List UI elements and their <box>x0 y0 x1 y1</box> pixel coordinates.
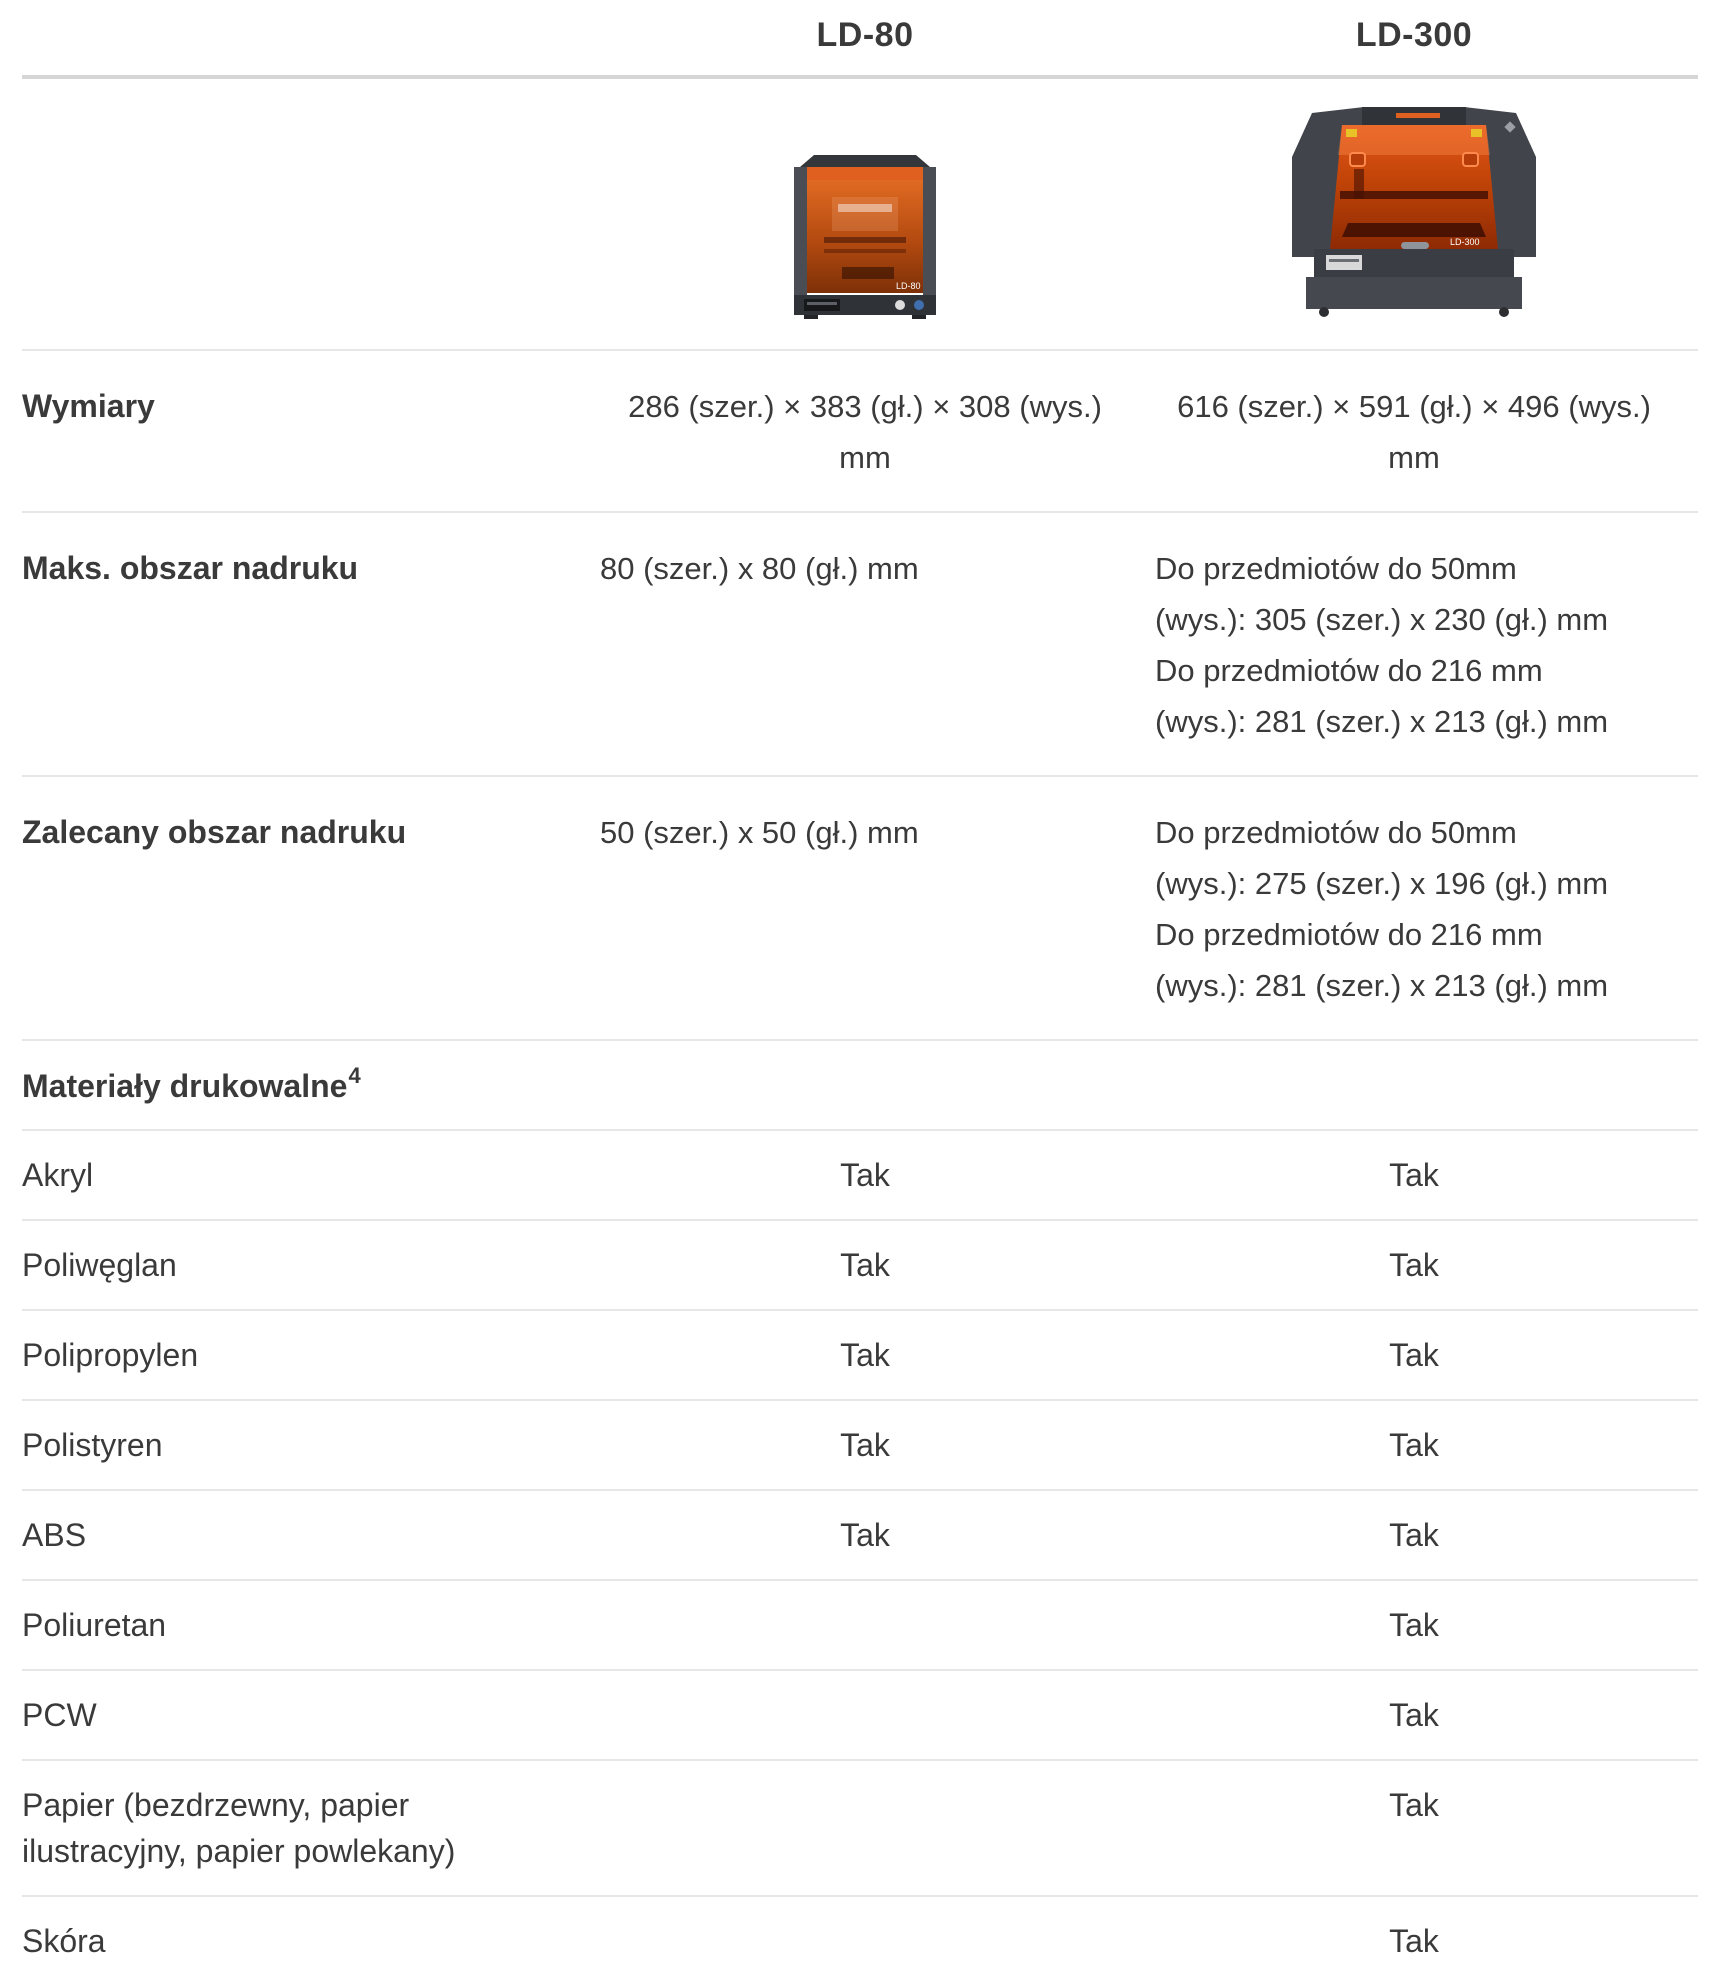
cell-lines <box>600 807 1130 858</box>
spec-cell-ld-300 <box>1130 1602 1698 1648</box>
column-header-ld300: LD-300 <box>1355 16 1473 54</box>
row-polipropylen <box>22 1309 1698 1399</box>
row-label: Materiały drukowalne$^4$ <box>22 1063 361 1104</box>
spec-line: Tak <box>840 1517 890 1553</box>
cell-lines <box>1130 1512 1698 1558</box>
spec-line: mm <box>839 440 891 475</box>
spec-cell-ld-300 <box>1130 1332 1698 1378</box>
footnote-marker: 4 <box>348 1063 361 1089</box>
spec-cell-ld-300 <box>1130 807 1698 1011</box>
row-sk-ra <box>22 1895 1698 1985</box>
spec-cell-ld-80 <box>600 1692 1130 1738</box>
cell-lines <box>1130 381 1698 483</box>
spec-line: Tak <box>1389 1337 1439 1373</box>
spec-line: Tak <box>840 1427 890 1463</box>
spec-line: Tak <box>1389 1157 1439 1193</box>
product-image-row <box>22 79 1698 349</box>
spec-cell-ld-300 <box>1130 1152 1698 1198</box>
row-label: Skóra <box>22 1923 106 1959</box>
spec-line: Do przedmiotów do 216 mm <box>1155 917 1543 952</box>
spec-line: Tak <box>1389 1517 1439 1553</box>
cell-lines <box>1130 1422 1698 1468</box>
row-label: Poliwęglan <box>22 1247 177 1283</box>
spec-cell-ld-300 <box>1130 1422 1698 1468</box>
spec-cell-ld-80 <box>600 1242 1130 1288</box>
spec-cell-ld-300 <box>1130 1242 1698 1288</box>
spec-line: 616 (szer.) × 591 (gł.) × 496 (wys.) <box>1177 389 1651 424</box>
spec-line: Do przedmiotów do 216 mm <box>1155 653 1543 688</box>
spec-cell-ld-80 <box>600 1422 1130 1468</box>
spec-cell-ld-80 <box>600 543 1130 747</box>
spec-cell-ld-80 <box>600 1332 1130 1378</box>
spec-line: Tak <box>1389 1923 1439 1959</box>
spec-cell-ld-80 <box>600 1512 1130 1558</box>
spec-line: Tak <box>1389 1427 1439 1463</box>
cell-lines <box>1130 1692 1698 1738</box>
row-abs <box>22 1489 1698 1579</box>
image-spacer <box>22 97 600 319</box>
row-maks-obszar-nadruku <box>22 511 1698 775</box>
row-label: ABS <box>22 1517 87 1553</box>
spec-cell-ld-80 <box>600 1152 1130 1198</box>
cell-lines <box>600 1152 1130 1198</box>
spec-line: 80 (szer.) x 80 (gł.) mm <box>600 551 919 586</box>
spec-line: Tak <box>840 1157 890 1193</box>
spec-cell-ld-300 <box>1130 1918 1698 1964</box>
cell-lines <box>1130 1242 1698 1288</box>
svg-text:LD-300: LD-300 <box>1450 237 1480 247</box>
spec-cell-ld-300 <box>1130 543 1698 747</box>
spec-cell-ld-80 <box>600 381 1130 483</box>
cell-lines <box>1130 1918 1698 1964</box>
cell-lines <box>600 1332 1130 1378</box>
spec-line: Tak <box>840 1337 890 1373</box>
ld80-product-image <box>780 149 950 319</box>
row-akryl <box>22 1129 1698 1219</box>
column-header-ld80: LD-80 <box>816 16 914 54</box>
row-label: Polistyren <box>22 1427 163 1463</box>
cell-lines <box>1130 1332 1698 1378</box>
table-header-row <box>22 0 1698 79</box>
spec-line: (wys.): 275 (szer.) x 196 (gł.) mm <box>1155 866 1609 901</box>
cell-lines <box>1130 1152 1698 1198</box>
row-wymiary <box>22 349 1698 511</box>
spec-line: Tak <box>1389 1607 1439 1643</box>
row-label: Zalecany obszar nadruku <box>22 814 407 850</box>
row-zalecany-obszar-nadruku <box>22 775 1698 1039</box>
cell-lines <box>600 543 1130 594</box>
spec-line: (wys.): 305 (szer.) x 230 (gł.) mm <box>1155 602 1609 637</box>
spec-line: (wys.): 281 (szer.) x 213 (gł.) mm <box>1155 704 1609 739</box>
spec-cell-ld-80 <box>600 807 1130 1011</box>
row-label: Wymiary <box>22 388 155 424</box>
spec-line: Do przedmiotów do 50mm <box>1155 815 1517 850</box>
spec-cell-ld-300 <box>1130 1782 1698 1874</box>
spec-line: 286 (szer.) × 383 (gł.) × 308 (wys.) <box>628 389 1102 424</box>
row-poliw-glan <box>22 1219 1698 1309</box>
spec-line: mm <box>1388 440 1440 475</box>
ld80-image-cell <box>600 97 1130 319</box>
spec-line: (wys.): 281 (szer.) x 213 (gł.) mm <box>1155 968 1609 1003</box>
spec-line: Tak <box>1389 1787 1439 1823</box>
spec-line: 50 (szer.) x 50 (gł.) mm <box>600 815 919 850</box>
spec-line: Do przedmiotów do 50mm <box>1155 551 1517 586</box>
spec-line: Tak <box>1389 1697 1439 1733</box>
spec-line: Tak <box>1389 1247 1439 1283</box>
spec-cell-ld-80 <box>600 1782 1130 1874</box>
cell-lines <box>1130 1782 1698 1828</box>
row-label: Akryl <box>22 1157 94 1193</box>
spec-cell-ld-80 <box>600 1602 1130 1648</box>
spec-cell-ld-80 <box>600 1918 1130 1964</box>
row-label: Maks. obszar nadruku <box>22 550 359 586</box>
row-label: Poliuretan <box>22 1607 167 1643</box>
spec-line: Tak <box>840 1247 890 1283</box>
cell-lines <box>1130 543 1698 747</box>
row-label: Papier (bezdrzewny, papier ilustracyjny, papier powlekany) <box>22 1787 456 1869</box>
header-spacer <box>22 16 600 55</box>
cell-lines <box>600 1422 1130 1468</box>
row-polistyren <box>22 1399 1698 1489</box>
row-poliuretan <box>22 1579 1698 1669</box>
cell-lines <box>1130 1602 1698 1648</box>
spec-cell-ld-300 <box>1130 381 1698 483</box>
spec-comparison-table <box>22 0 1698 1985</box>
spec-cell-ld-300 <box>1130 1692 1698 1738</box>
spec-rows-container <box>22 349 1698 1985</box>
svg-text:LD-80: LD-80 <box>896 281 921 291</box>
ld300-image-cell <box>1130 97 1698 319</box>
cell-lines <box>600 1242 1130 1288</box>
row-materia-y-drukowalne <box>22 1039 1698 1129</box>
spec-cell-ld-300 <box>1130 1512 1698 1558</box>
row-label: Polipropylen <box>22 1337 199 1373</box>
cell-lines <box>1130 807 1698 1011</box>
ld300-product-image <box>1284 97 1544 319</box>
cell-lines <box>600 381 1130 483</box>
row-pcw <box>22 1669 1698 1759</box>
cell-lines <box>600 1512 1130 1558</box>
row-label: PCW <box>22 1697 97 1733</box>
row-papier-bezdrzewny-papier-ilustracyjny-papier-powlekany <box>22 1759 1698 1895</box>
